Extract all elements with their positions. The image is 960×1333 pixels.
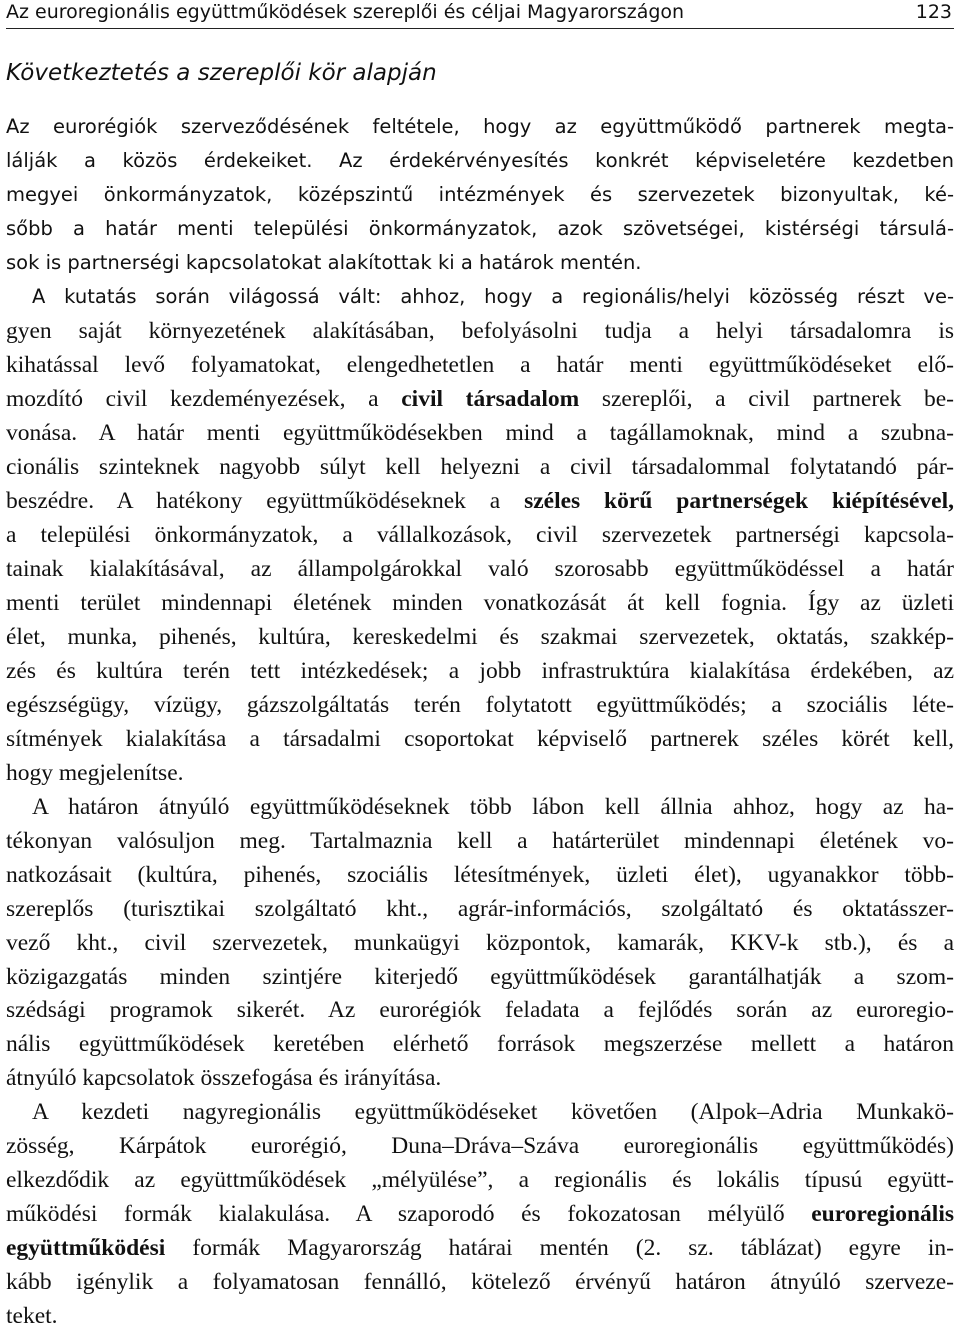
text-run: szereplői, a civil partnerek be- <box>579 385 954 412</box>
text-line <box>6 110 954 144</box>
text-run: A kezdeti nagyregionális együttműködéseket követően (Alpok–Adria Munkakö- <box>32 1099 954 1126</box>
text-line <box>6 552 954 586</box>
text-run: vonása. A határ menti együttműködésekben mind a tagállamoknak, mind a szubna- <box>6 419 954 446</box>
text-line <box>6 246 954 280</box>
text-run: mozdító civil kezdeményezések, a <box>6 385 402 412</box>
text-run: tainak kialakításával, az állampolgárokkal való szorosabb együttműködéssel a határ <box>6 555 954 582</box>
text-line <box>6 756 954 790</box>
text-run: zösség, Kárpátok eurorégió, Duna–Dráva–Száva euroregionális együttműködés) <box>6 1133 954 1160</box>
text-line <box>6 654 954 688</box>
text-run: nális együttműködések keretében elérhető források megszerzése mellett a határon <box>6 1031 954 1058</box>
text-run: beszédre. A hatékony együttműködéseknek a <box>6 487 525 514</box>
text-line <box>6 1299 954 1333</box>
text-line <box>6 993 954 1027</box>
text-run: elkezdődik az együttműködések „mélyülése”, a regionális és lokális típusú együtt- <box>6 1167 954 1194</box>
text-line <box>6 416 954 450</box>
text-run: egészségügy, vízügy, gázszolgáltatás terén folytatott együttműködés; a szociális léte- <box>6 691 954 718</box>
text-line <box>6 960 954 994</box>
text-run: hogy megjelenítse. <box>6 759 184 786</box>
text-run: sítmények kialakítása a társadalmi csoportokat képviselő partnerek széles körét kell, <box>6 725 954 752</box>
page-number: 123 <box>915 1 952 23</box>
text-run: A kutatás során világossá vált: ahhoz, hogy a regionális/helyi közösség részt ve- <box>32 284 954 308</box>
text-run: lálják a közös érdekeiket. Az érdekérvényesítés konkrét képviseletére kezdetben <box>6 148 954 172</box>
text-run: szereplős (turisztikai szolgáltató kht., agrár-információs, szolgáltató és oktatásszer- <box>6 895 954 922</box>
text-run: kább igénylik a folyamatosan fennálló, kötelező érvényű határon átnyúló szerveze- <box>6 1269 954 1296</box>
text-line <box>6 1163 954 1197</box>
text-line <box>6 1231 954 1265</box>
bold-phrase: civil társadalom <box>401 385 580 412</box>
text-run: sok is partnerségi kapcsolatokat alakítottak ki a határok mentén. <box>6 250 642 274</box>
text-line <box>6 1129 954 1163</box>
bold-phrase: együttműködési <box>6 1235 166 1262</box>
text-line <box>6 722 954 756</box>
text-run: A határon átnyúló együttműködéseknek több lábon kell állnia ahhoz, hogy az ha- <box>32 793 954 820</box>
text-line <box>6 212 954 246</box>
text-line <box>6 858 954 892</box>
text-run: natkozásait (kultúra, pihenés, szociális létesítmények, üzleti élet), ugyanakkor több- <box>6 861 954 888</box>
text-run: megyei önkormányzatok, középszintű intézmények és szervezetek bizonyultak, ké- <box>6 182 954 206</box>
text-run: tékonyan valósuljon meg. Tartalmaznia kell a határterület mindennapi életének vo- <box>6 827 954 854</box>
bold-phrase: széles körű partnerségek kiépítésével, <box>524 487 954 514</box>
text-line <box>32 1095 954 1129</box>
text-line <box>6 586 954 620</box>
text-run: gyen saját környezetének alakításában, befolyásolni tudja a helyi társadalomra is <box>6 317 954 344</box>
text-line <box>32 790 954 824</box>
text-run: teket. <box>6 1303 58 1330</box>
text-line <box>6 926 954 960</box>
text-line <box>6 348 954 382</box>
text-line <box>6 144 954 178</box>
text-run: zés és kultúra terén tett intézkedések; a jobb infrastruktúra kialakítása érdekében, az <box>6 657 954 684</box>
text-line <box>32 280 954 314</box>
text-run: Az eurorégiók szerveződésének feltétele, hogy az együttműködő partnerek megta- <box>6 115 954 138</box>
text-line <box>6 688 954 722</box>
text-run: szédsági programok sikerét. Az eurorégiók feladata a fejlődés során az euroregio- <box>6 997 954 1024</box>
text-line <box>6 620 954 654</box>
text-run: cionális szinteknek nagyobb súlyt kell helyezni a civil társadalommal folytatandó pár- <box>6 453 954 480</box>
text-line <box>6 824 954 858</box>
text-line <box>6 1061 954 1095</box>
text-run: formák Magyarország határai mentén (2. sz. táblázat) egyre in- <box>165 1235 954 1262</box>
text-line <box>6 1197 954 1231</box>
text-run: kihatással levő folyamatokat, elengedhetetlen a határ menti együttműködéseket elő- <box>6 351 954 378</box>
text-run: működési formák kialakulása. A szaporodó és fokozatosan mélyülő <box>6 1201 812 1228</box>
text-run: a települési önkormányzatok, a vállalkozások, civil szervezetek partnerségi kapcsola- <box>6 521 954 548</box>
text-run: menti terület mindennapi életének minden vonatkozását át kell fognia. Így az üzleti <box>6 589 954 616</box>
text-line <box>6 450 954 484</box>
text-line <box>6 314 954 348</box>
running-header-title: Az euroregionális együttműködések szereplői és céljai Magyarországon <box>6 1 685 23</box>
section-heading: Következtetés a szereplői kör alapján <box>6 60 437 86</box>
bold-phrase: euroregionális <box>811 1201 954 1228</box>
text-line <box>6 518 954 552</box>
text-line <box>6 892 954 926</box>
text-run: élet, munka, pihenés, kultúra, kereskedelmi és szakmai szervezetek, oktatás, szakkép- <box>6 623 954 650</box>
text-line <box>6 382 954 416</box>
text-line <box>6 178 954 212</box>
text-run: sőbb a határ menti települési önkormányzatok, azok szövetségei, kistérségi társulá- <box>6 216 954 240</box>
text-run: átnyúló kapcsolatok összefogása és irányítása. <box>6 1065 442 1092</box>
text-run: közigazgatás minden szintjére kiterjedő együttműködések garantálhatják a szom- <box>6 963 954 990</box>
running-header <box>6 0 954 29</box>
text-line <box>6 484 954 518</box>
text-run: vező kht., civil szervezetek, munkaügyi központok, kamarák, KKV-k stb.), és a <box>6 929 954 956</box>
text-line <box>6 1265 954 1299</box>
text-line <box>6 1027 954 1061</box>
